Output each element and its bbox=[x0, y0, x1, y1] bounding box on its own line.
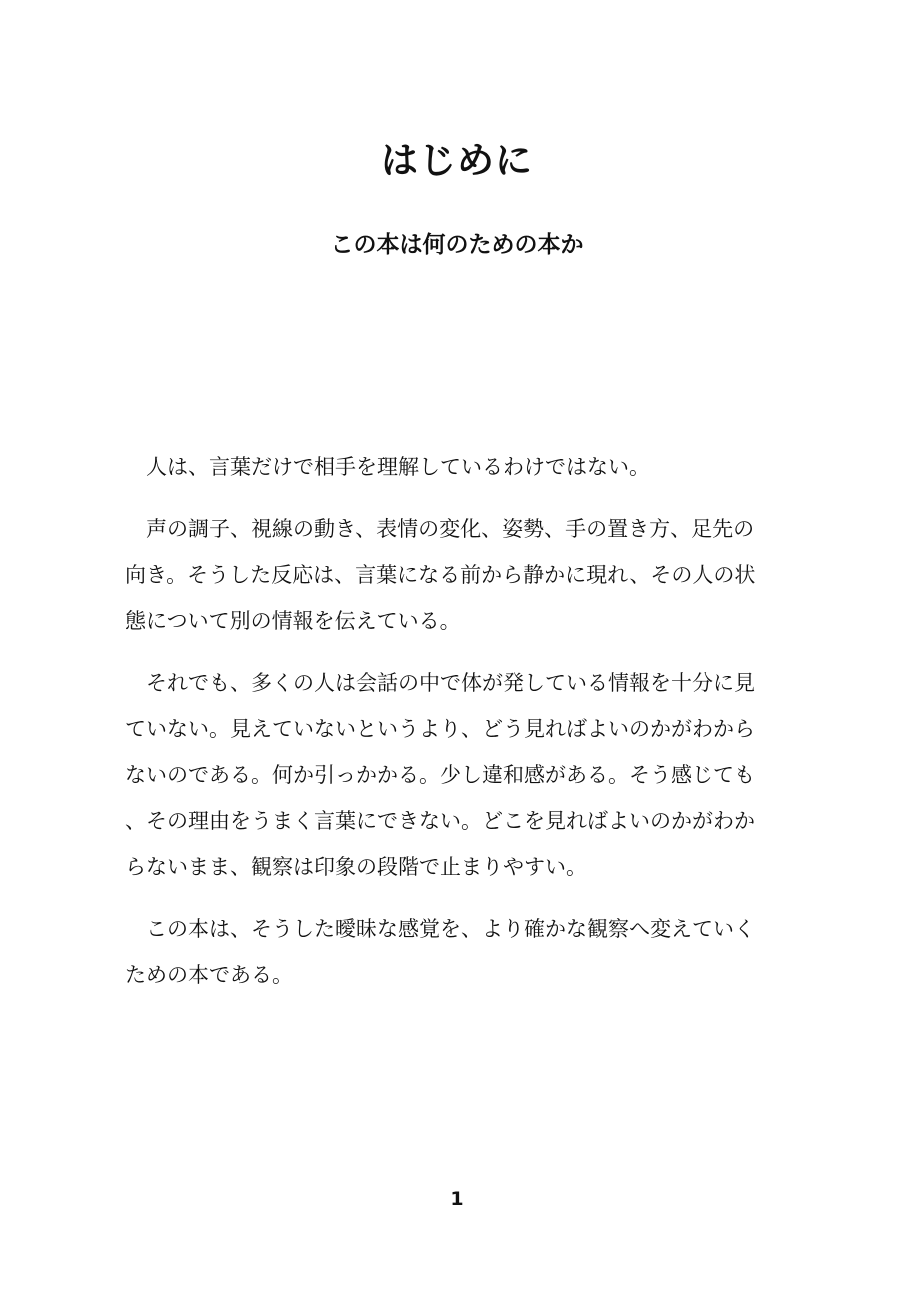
page-number: 1 bbox=[450, 1188, 464, 1210]
paragraph: それでも、多くの人は会話の中で体が発している情報を十分に見ていない。見えていないというより、どう見ればよいのかがわからないのである。何か引っかかる。少し違和感がある。そう感じても、その理由をうまく言葉にできない。どこを見ればよいのかがわからないまま、観察は印象の段階で止まりやすい。 bbox=[125, 671, 755, 879]
body-text bbox=[125, 444, 775, 1014]
paragraph: 人は、言葉だけで相手を理解しているわけではない。 bbox=[146, 455, 650, 479]
chapter-title: はじめに bbox=[381, 139, 533, 182]
paragraph: 声の調子、視線の動き、表情の変化、姿勢、手の置き方、足先の向き。そうした反応は、言葉になる前から静かに現れ、その人の状態について別の情報を伝えている。 bbox=[125, 517, 756, 633]
chapter-subtitle: この本は何のための本か bbox=[330, 232, 584, 258]
paragraph: この本は、そうした曖昧な感覚を、より確かな観察へ変えていくための本である。 bbox=[125, 917, 755, 987]
